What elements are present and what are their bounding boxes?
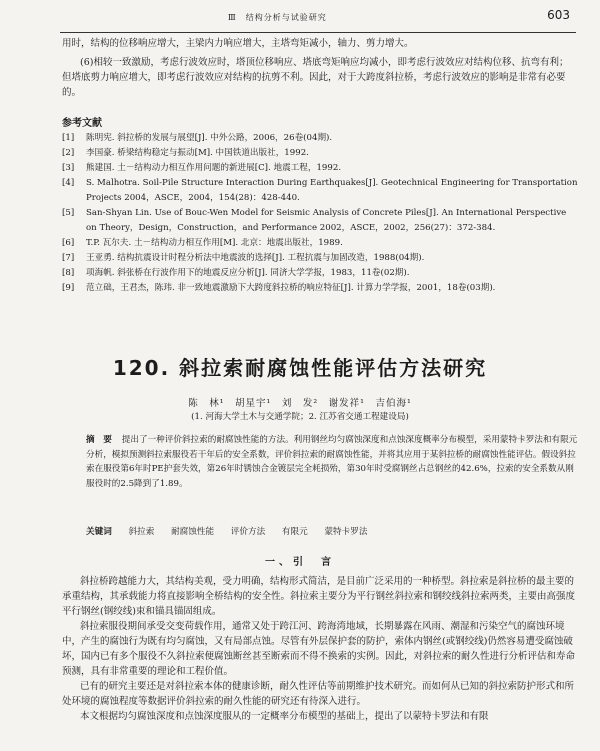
body-text	[62, 574, 576, 724]
reference-number: [4]	[62, 178, 75, 188]
body-paragraph: 斜拉索服役期间承受交变荷载作用，通常又处于跨江河、跨海湾地域，长期暴露在风雨、潮湿和污染空气的腐蚀环境中，产生的腐蚀行为既有均匀腐蚀，又有局部点蚀。尽管有外层保护套的防护，索体内钢丝(或钢绞线)仍然容易遭受腐蚀破坏，国内已有多个服役不久斜拉索便腐蚀断丝甚至断索而不得不换索的实例。因此，对斜拉索的耐久性进行分析评估和寿命预测，具有非常重要的理论和工程价值。	[62, 621, 576, 677]
header-rule	[60, 32, 576, 33]
reference-item	[62, 176, 578, 206]
reference-text: 李国豪. 桥梁结构稳定与振动[M]. 中国铁道出版社，1992.	[86, 148, 309, 158]
intro-paragraph: 用时，结构的位移响应增大，主梁内力响应增大，主塔弯矩减小，轴力、剪力增大。	[62, 38, 414, 49]
reference-item	[62, 206, 578, 236]
reference-item	[62, 281, 578, 296]
keywords-label: 关键词	[86, 527, 112, 537]
keywords	[86, 525, 578, 537]
reference-number: [5]	[62, 208, 75, 218]
body-paragraph: 斜拉桥跨越能力大，其结构美观，受力明确，结构形式简洁，是目前广泛采用的一种桥型。斜拉索是斜拉桥的最主要的承重结构，其承载能力将直接影响全桥结构的安全性。斜拉索主要分为平行钢丝斜拉索和钢绞线斜拉索两类，主要由高强度平行钢丝(钢绞线)束和锚具锚固组成。	[62, 576, 576, 617]
keyword: 耐腐蚀性能	[171, 527, 215, 537]
reference-text: San-Shyan Lin. Use of Bouc-Wen Model for Seismic Analysis of Concrete Piles[J]. An International Perspective on Theory，Design，Construction，and Performance 2002，ASCE，2002，256(27)：372-384.	[86, 208, 567, 233]
running-header	[0, 6, 600, 28]
reference-text: 项海帆. 斜张桥在行波作用下的地震反应分析[J]. 同济大学学报，1983，11卷(02期).	[86, 268, 410, 278]
reference-item	[62, 146, 578, 161]
reference-item	[62, 131, 578, 146]
reference-item	[62, 161, 578, 176]
reference-item	[62, 236, 578, 251]
paper-affiliation: (1. 河海大学土木与交通学院；2. 江苏省交通工程建设局)	[191, 412, 409, 422]
header-section: Ⅲ 结构分析与试验研究	[228, 13, 327, 22]
reference-text: 陈明宪. 斜拉桥的发展与展望[J]. 中外公路，2006，26卷(04期).	[86, 133, 333, 143]
reference-number: [3]	[62, 163, 75, 173]
references-title: 参考文献	[62, 118, 102, 129]
paper-title: 120. 斜拉索耐腐蚀性能评估方法研究	[112, 356, 488, 380]
reference-text: 王亚勇. 结构抗震设计时程分析法中地震波的选择[J]. 工程抗震与加固改造，1988(04期).	[86, 253, 425, 263]
reference-number: [1]	[62, 133, 75, 143]
reference-number: [8]	[62, 268, 75, 278]
reference-text: 范立础，王君杰，陈玮. 非一致地震激励下大跨度斜拉桥的响应特征[J]. 计算力学学报，2001，18卷(03期).	[86, 283, 496, 293]
keyword: 蒙特卡罗法	[324, 527, 368, 537]
keyword: 有限元	[281, 527, 308, 537]
reference-number: [6]	[62, 238, 75, 248]
reference-text: T.P. 瓦尔夫. 土－结构动力相互作用[M]. 北京：地震出版社，1989.	[86, 238, 343, 248]
reference-number: [7]	[62, 253, 75, 263]
body-paragraph: 已有的研究主要还是对斜拉索本体的健康诊断，耐久性评估等前期维护技术研究。而如何从已知的斜拉索防护形式和所处环境的腐蚀程度等数据评价斜拉索的耐久性能的研究还有待深入进行。	[62, 681, 575, 707]
reference-number: [9]	[62, 283, 75, 293]
page-number: 603	[547, 8, 570, 22]
paper-authors: 陈 林¹ 胡星宇¹ 刘 发² 谢发祥¹ 吉伯海¹	[188, 398, 412, 409]
reference-number: [2]	[62, 148, 75, 158]
reference-item	[62, 266, 578, 281]
body-paragraph: 本文根据均匀腐蚀深度和点蚀深度服从的一定概率分布模型的基础上，提出了以蒙特卡罗法和有限	[80, 711, 489, 722]
keyword: 评价方法	[230, 527, 266, 537]
reference-item	[62, 251, 578, 266]
abstract-text: 提出了一种评价斜拉索的耐腐蚀性能的方法。利用钢丝均匀腐蚀深度和点蚀深度概率分布模型，采用蒙特卡罗法和有限元分析，模拟预测斜拉索服役若干年后的安全系数，评价斜拉索的耐腐蚀性能，并将其应用于某斜拉桥的耐腐蚀性能评估。假设斜拉索在服役第6年时PE护套失效，第26年时锈蚀合金镀层完全耗损殆，第30年时受腐钢丝占总钢丝的42.6%，拉索的安全系数从刚服役时的2.5降到了1.89。	[86, 435, 578, 489]
intro-paragraph: (6)相较一致激励，考虑行波效应时，塔顶位移响应、塔底弯矩响应均减小，即考虑行波效应对结构位移、抗弯有利；但塔底剪力响应增大，即考虑行波效应对结构的抗剪不利。因此，对于大跨度斜拉桥，考虑行波效应的影响是非常有必要的。	[62, 57, 569, 98]
abstract-label: 摘 要	[86, 435, 112, 445]
keyword: 斜拉索	[128, 527, 155, 537]
abstract	[86, 433, 578, 491]
section-heading: 一、引 言	[265, 557, 335, 568]
reference-text: 熊建国. 土－结构动力相互作用问题的新进展[C]. 地震工程，1992.	[86, 163, 342, 173]
reference-text: S. Malhotra. Soil-Pile Structure Interaction During Earthquakes[J]. Geotechnical Engineering for Transportation Projects 2004，ASCE，2004，154(28)：428-440.	[86, 178, 578, 203]
reference-list	[62, 131, 578, 296]
